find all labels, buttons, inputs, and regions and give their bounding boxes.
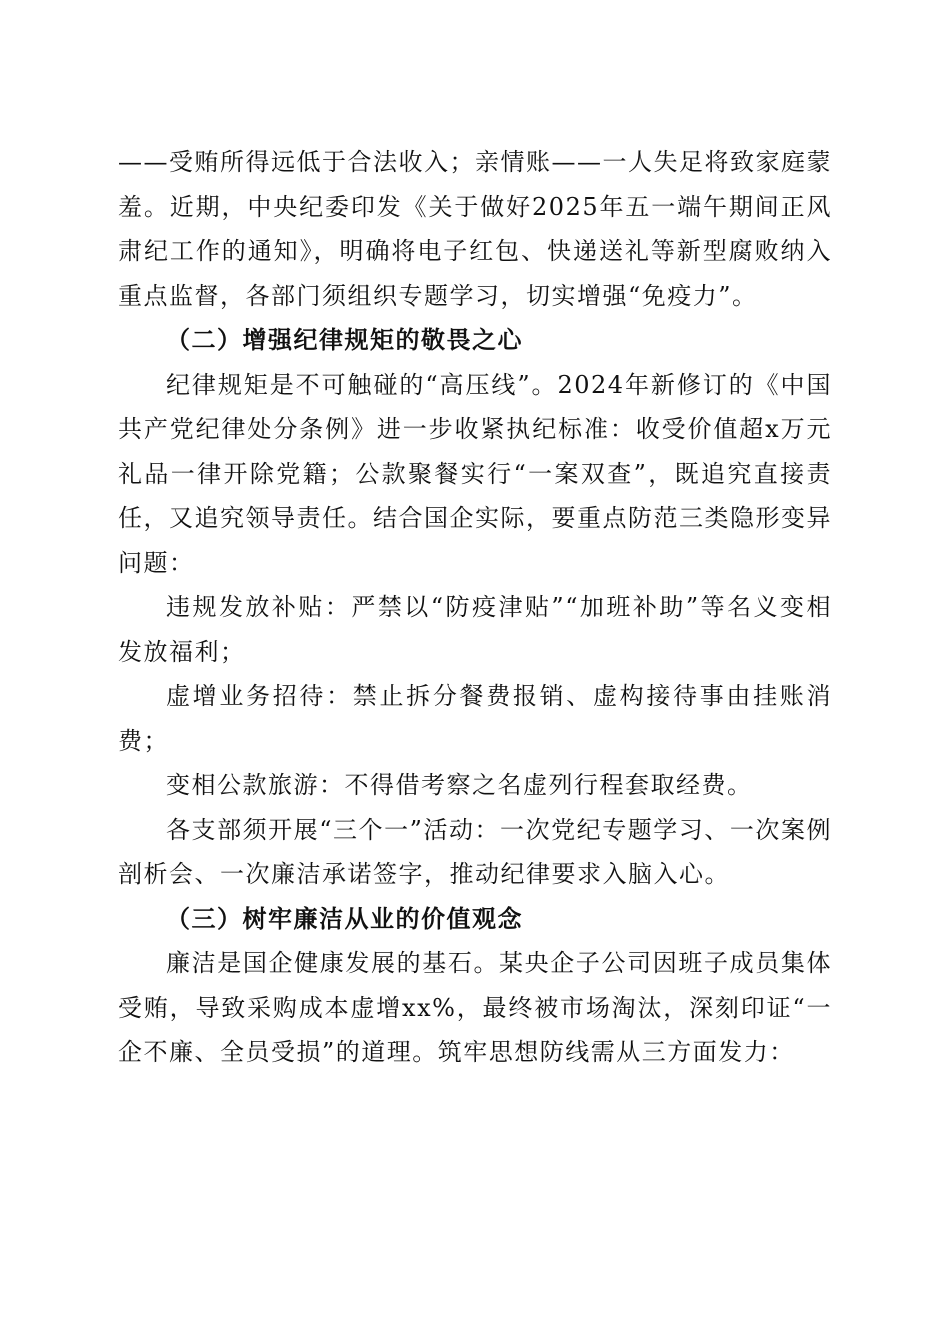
section-heading-2: （二）增强纪律规矩的敬畏之心 xyxy=(166,325,523,354)
document-body xyxy=(118,140,832,1075)
paragraph: 廉洁是国企健康发展的基石。某央企子公司因班子成员集体受贿，导致采购成本虚增xx%，最终被市场淘汰，深刻印证“一企不廉、全员受损”的道理。筑牢思想防线需从三方面发力： xyxy=(118,949,832,1066)
paragraph: 纪律规矩是不可触碰的“高压线”。2024年新修订的《中国共产党纪律处分条例》进一步收紧执纪标准：收受价值超x万元礼品一律开除党籍；公款聚餐实行“一案双查”，既追究直接责任，又追究领导责任。结合国企实际，要重点防范三类隐形变异问题： xyxy=(118,370,832,577)
section-heading-3: （三）树牢廉洁从业的价值观念 xyxy=(166,903,523,933)
paragraph-continuation: ——受贿所得远低于合法收入；亲情账——一人失足将致家庭蒙羞。近期，中央纪委印发《关于做好2025年五一端午期间正风肃纪工作的通知》，明确将电子红包、快递送礼等新型腐败纳入重点监督，各部门须组织专题学习，切实增强“免疫力”。 xyxy=(118,148,832,310)
paragraph: 各支部须开展“三个一”活动：一次党纪专题学习、一次案例剖析会、一次廉洁承诺签字，推动纪律要求入脑入心。 xyxy=(118,815,832,888)
list-item: 违规发放补贴：严禁以“防疫津贴”“加班补助”等名义变相发放福利； xyxy=(118,593,832,666)
list-item: 变相公款旅游：不得借考察之名虚列行程套取经费。 xyxy=(166,771,753,799)
list-item: 虚增业务招待：禁止拆分餐费报销、虚构接待事由挂账消费； xyxy=(118,682,832,755)
